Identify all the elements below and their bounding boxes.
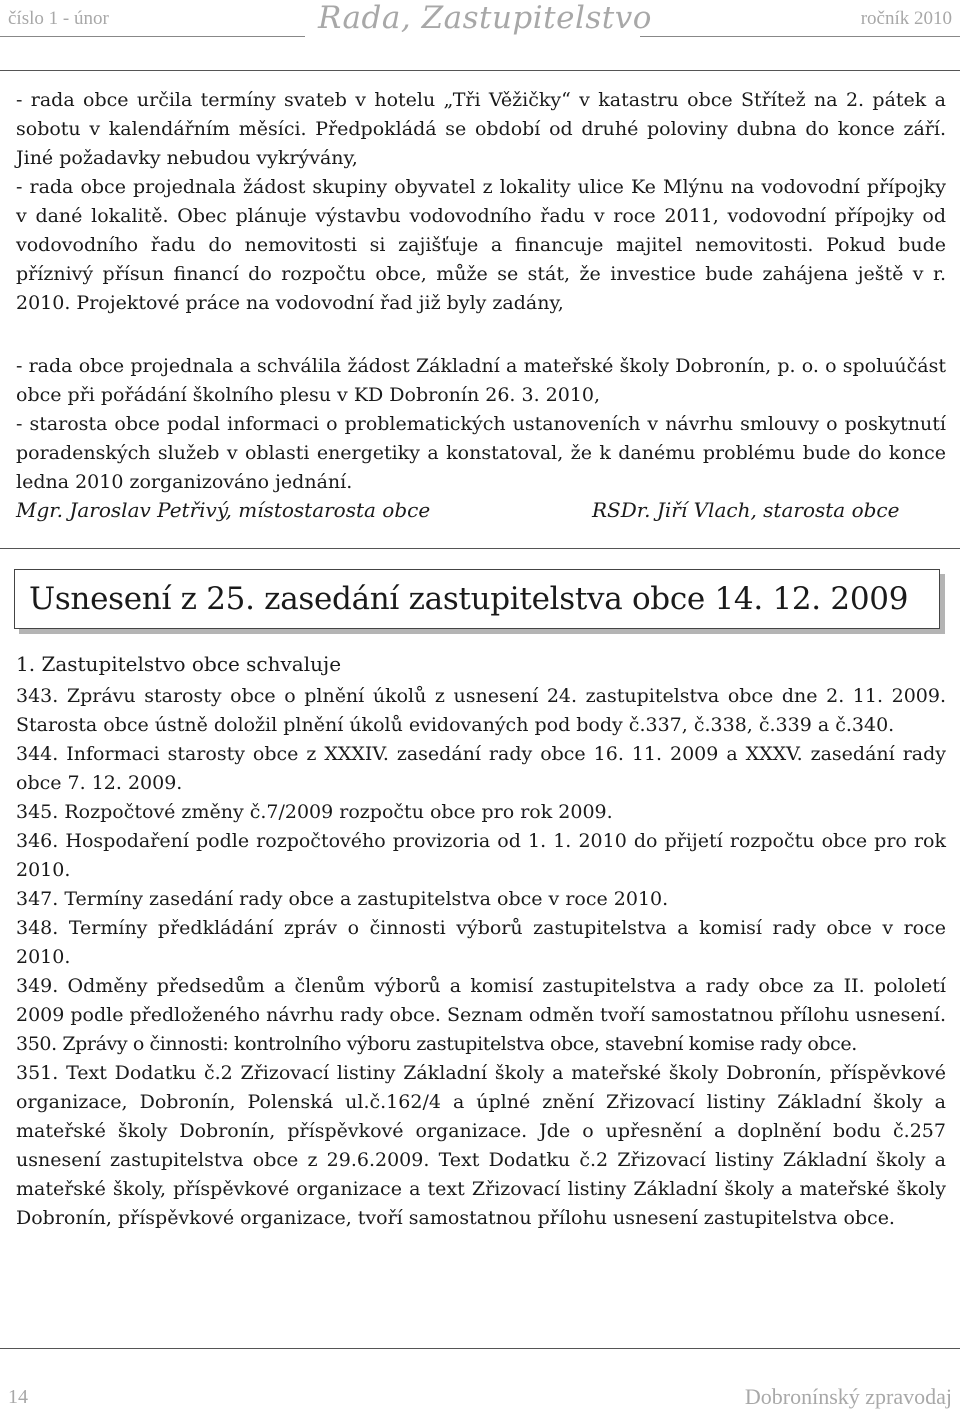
resolution-title-box [14,569,940,629]
rada-paragraph-water: - rada obce projednala žádost skupiny obyvatel z lokality ulice Ke Mlýnu na vodovodní přípojky v dané lokalitě. Obec plánuje výstavbu vodovodního řadu v roce 2011, vodovodní přípojky od vodovodního řadu do nemovitosti si zajišťuje a financuje majitel nemovitosti. Pokud bude příznivý přísun financí do rozpočtu obce, může se stát, že investice bude zahájena ještě v r. 2010. Projektové práce na vodovodní řad již byly zadány, [16,176,946,314]
section-divider [0,548,960,549]
resolution-item: 350. Zprávy o činnosti: kontrolního výboru zastupitelstva obce, stavební komise rady obce. [16,1033,857,1055]
header-divider [0,70,960,71]
section-title: Rada, Zastupitelstvo [318,0,652,36]
resolution-item: 351. Text Dodatku č.2 Zřizovací listiny Základní školy a mateřské školy Dobronín, příspěvkové organizace, Dobronín, Polenská ul.č.162/4 a úplné znění Zřizovací listiny Základní školy a mateřské školy Dobronín, příspěvkové organizace. Jde o upřesnění a doplnění bodu č.257 usnesení zastupitelstva obce z 29.6.2009. Text Dodatku č.2 Zřizovací listiny Základní školy a mateřské školy, příspěvkové organizace a text Zřizovací listiny Základní školy a mateřské školy Dobronín, příspěvkové organizace, tvoří samostatnou přílohu usnesení zastupitelstva obce. [16,1062,946,1229]
rada-paragraph-energy: - starosta obce podal informaci o problematických ustanoveních v návrhu smlouvy o poskytnutí poradenských služeb v oblasti energetiky a konstatoval, že k danému problému bude do konce ledna 2010 zorganizováno jednání. [16,413,946,493]
signature-mayor: RSDr. Jiří Vlach, starosta obce [592,498,900,522]
resolution-item: 344. Informaci starosty obce z XXXIV. zasedání rady obce 16. 11. 2009 a XXXV. zasedání rady obce 7. 12. 2009. [16,743,946,794]
resolution-item: 349. Odměny předsedům a členům výborů a komisí zastupitelstva a rady obce za II. pololetí 2009 podle předloženého návrhu rady obce. Seznam odměn tvoří samostatnou přílohu usnesení. [16,975,946,1026]
resolution-item: 345. Rozpočtové změny č.7/2009 rozpočtu obce pro rok 2009. [16,801,613,823]
resolution-list [16,682,946,1233]
page-number: 14 [8,1386,28,1408]
resolution-title: Usnesení z 25. zasedání zastupitelstva obce 14. 12. 2009 [29,581,909,617]
volume-label: ročník 2010 [860,8,952,29]
resolution-item: 343. Zprávu starosty obce o plnění úkolů z usnesení 24. zastupitelstva obce dne 2. 11. 2009. Starosta obce ústně doložil plnění úkolů evidovaných pod body č.337, č.338, č.339 a č.340. [16,685,946,736]
header-rule-right [640,36,960,37]
header-rule-left [0,36,305,37]
resolution-item: 348. Termíny předkládání zpráv o činnosti výborů zastupitelstva a komisí rady obce v roce 2010. [16,917,946,968]
issue-label: číslo 1 - únor [8,8,109,29]
signature-deputy-mayor: Mgr. Jaroslav Petřivý, místostarosta obce [16,498,431,522]
approval-heading: 1. Zastupitelstvo obce schvaluje [16,652,342,676]
rada-paragraph-school-ball: - rada obce projednala a schválila žádost Základní a mateřské školy Dobronín, p. o. o spoluúčást obce při pořádání školního plesu v KD Dobronín 26. 3. 2010, [16,355,946,406]
rada-paragraph-weddings: - rada obce určila termíny svateb v hotelu „Tři Věžičky“ v katastru obce Střítež na 2. pátek a sobotu v kalendářním měsíci. Předpokládá se období od druhé poloviny dubna do konce září. Jiné požadavky nebudou vykrývány, [16,89,946,169]
footer-divider [0,1348,960,1349]
publication-name: Dobronínský zpravodaj [744,1384,952,1409]
resolution-item: 346. Hospodaření podle rozpočtového provizoria od 1. 1. 2010 do přijetí rozpočtu obce pro rok 2010. [16,830,946,881]
resolution-item: 347. Termíny zasedání rady obce a zastupitelstva obce v roce 2010. [16,888,669,910]
